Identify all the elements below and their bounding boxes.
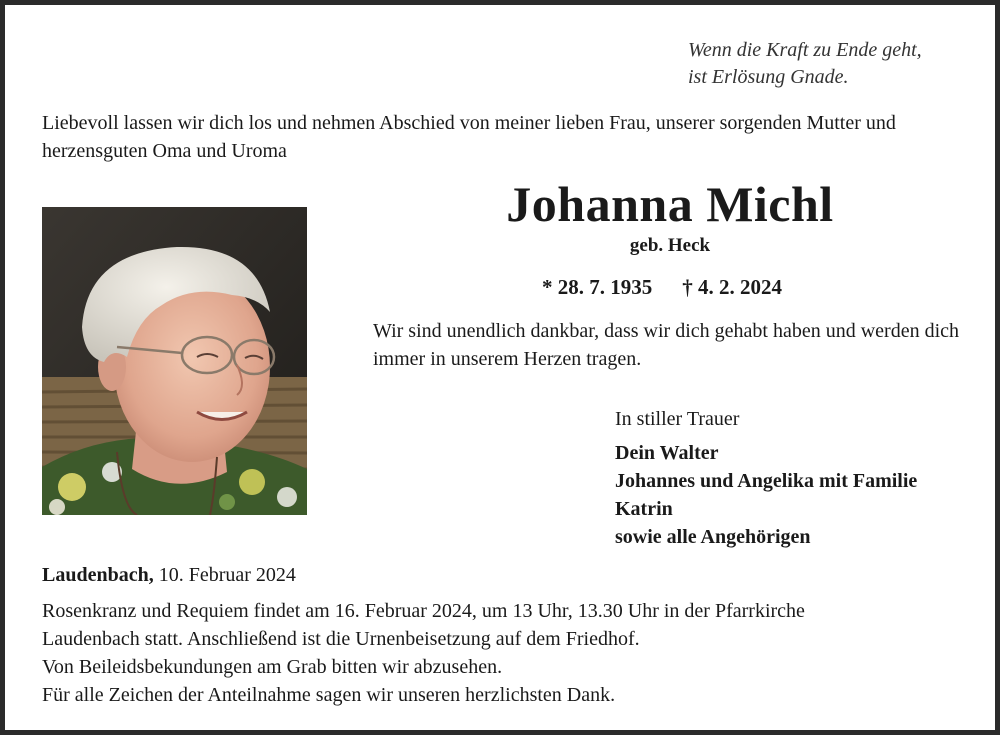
mourning-intro: In stiller Trauer — [615, 408, 740, 430]
mourner-name: sowie alle Angehörigen — [615, 526, 811, 548]
quote-line-2: ist Erlösung Gnade. — [688, 66, 849, 88]
mourner-name: Katrin — [615, 498, 673, 520]
note-line: Von Beileidsbekundungen am Grab bitten wir abzusehen. — [42, 656, 503, 678]
service-notes — [42, 597, 972, 709]
deceased-name: Johanna Michl — [506, 176, 834, 232]
death-date: † 4. 2. 2024 — [682, 275, 782, 299]
mourners-list — [615, 439, 917, 551]
note-line: Laudenbach statt. Anschließend ist die Urnenbeisetzung auf dem Friedhof. — [42, 628, 640, 650]
epigraph-quote — [688, 37, 922, 91]
note-line: Rosenkranz und Requiem findet am 16. Februar 2024, um 13 Uhr, 13.30 Uhr in der Pfarrkirche — [42, 600, 805, 622]
birth-date: * 28. 7. 1935 — [542, 275, 653, 299]
note-line: Für alle Zeichen der Anteilnahme sagen wir unseren herzlichsten Dank. — [42, 684, 616, 706]
mourner-name: Johannes und Angelika mit Familie — [615, 470, 918, 492]
gratitude-text: Wir sind unendlich dankbar, dass wir dich gehabt haben und werden dich immer in unserem Herzen tragen. — [373, 320, 960, 370]
birth-name: geb. Heck — [629, 235, 711, 256]
portrait-photo — [42, 207, 307, 515]
mourner-name: Dein Walter — [615, 442, 719, 464]
place-and-date — [42, 561, 296, 589]
quote-line-1: Wenn die Kraft zu Ende geht, — [688, 39, 922, 61]
farewell-intro: Liebevoll lassen wir dich los und nehmen Abschied von meiner lieben Frau, unserer sorgenden Mutter und herzensguten Oma und Uroma — [42, 112, 896, 162]
place: Laudenbach, — [42, 564, 154, 586]
life-dates — [542, 273, 782, 301]
date: 10. Februar 2024 — [158, 564, 296, 586]
